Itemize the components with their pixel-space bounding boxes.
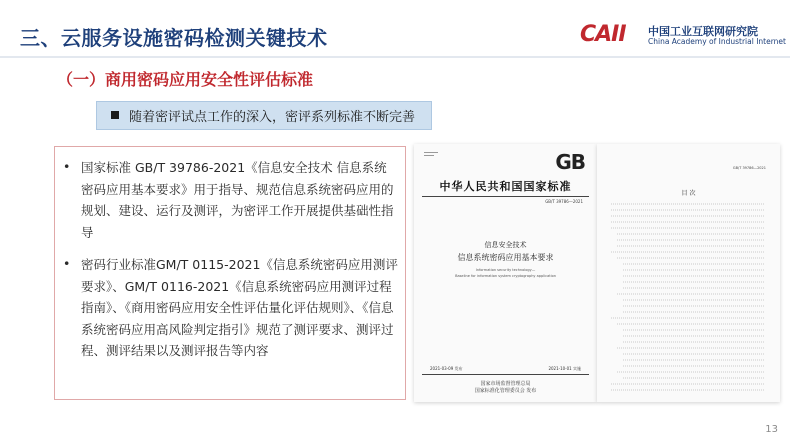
content-card xyxy=(54,146,406,400)
bullet-marker: • xyxy=(63,159,71,174)
bullet-marker: • xyxy=(63,256,71,271)
banner xyxy=(96,101,432,130)
logo-chinese-name: 中国工业互联网研究院 xyxy=(648,25,758,38)
bullet-text: 密码行业标准GM/T 0115-2021《信息系统密码应用测评要求》、GM/T 0116-2021《信息系统密码应用测评过程指南》、《商用密码应用安全性评估量化评估规则》、《信息系统密码应用高风险判定指引》规范了测评要求、测评过程、测评结果以及测评报告等内容 xyxy=(81,257,398,358)
gb-logo: GB xyxy=(555,150,585,174)
page-number: 13 xyxy=(765,424,778,435)
logo xyxy=(580,22,786,50)
page-title: 三、云服务设施密码检测关键技术 xyxy=(20,26,328,50)
standard-cover-image xyxy=(414,144,597,402)
doc-national-standard-header: 中华人民共和国国家标准 xyxy=(439,180,572,193)
doc-code: GB/T 39786—2021 xyxy=(545,199,583,204)
square-bullet-icon xyxy=(111,111,119,119)
doc-en-line2: Baseline for information system cryptography application xyxy=(455,274,556,278)
doc-issuer-line2: 国家标准化管理委员会 发布 xyxy=(474,388,537,394)
doc-effective-date: 2021-10-01 实施 xyxy=(548,366,581,371)
header-divider xyxy=(0,56,790,58)
toc-heading: 目 次 xyxy=(681,190,696,197)
toc-lines-graphic xyxy=(597,144,780,402)
doc-en-line1: Information security technology— xyxy=(475,268,536,272)
standard-toc-image xyxy=(597,144,780,402)
doc-title-line1: 信息安全技术 xyxy=(484,241,527,249)
doc-issue-date: 2021-03-09 发布 xyxy=(430,366,463,371)
banner-text: 随着密评试点工作的深入，密评系列标准不断完善 xyxy=(129,110,416,125)
doc-title-line2: 信息系统密码应用基本要求 xyxy=(457,253,554,262)
toc-code: GB/T 39786—2021 xyxy=(732,166,766,170)
logo-mark: CAII xyxy=(580,22,626,47)
section-subtitle: （一）商用密码应用安全性评估标准 xyxy=(57,70,314,89)
doc-issuer-line1: 国家市场监督管理总局 xyxy=(480,381,531,387)
bullet-text: 国家标准 GB/T 39786-2021《信息安全技术 信息系统密码应用基本要求》用于指导、规范信息系统密码应用的规划、建设、运行及测评，为密评工作开展提供基础性指导 xyxy=(81,160,394,240)
logo-english-name: China Academy of Industrial Internet xyxy=(648,37,786,46)
